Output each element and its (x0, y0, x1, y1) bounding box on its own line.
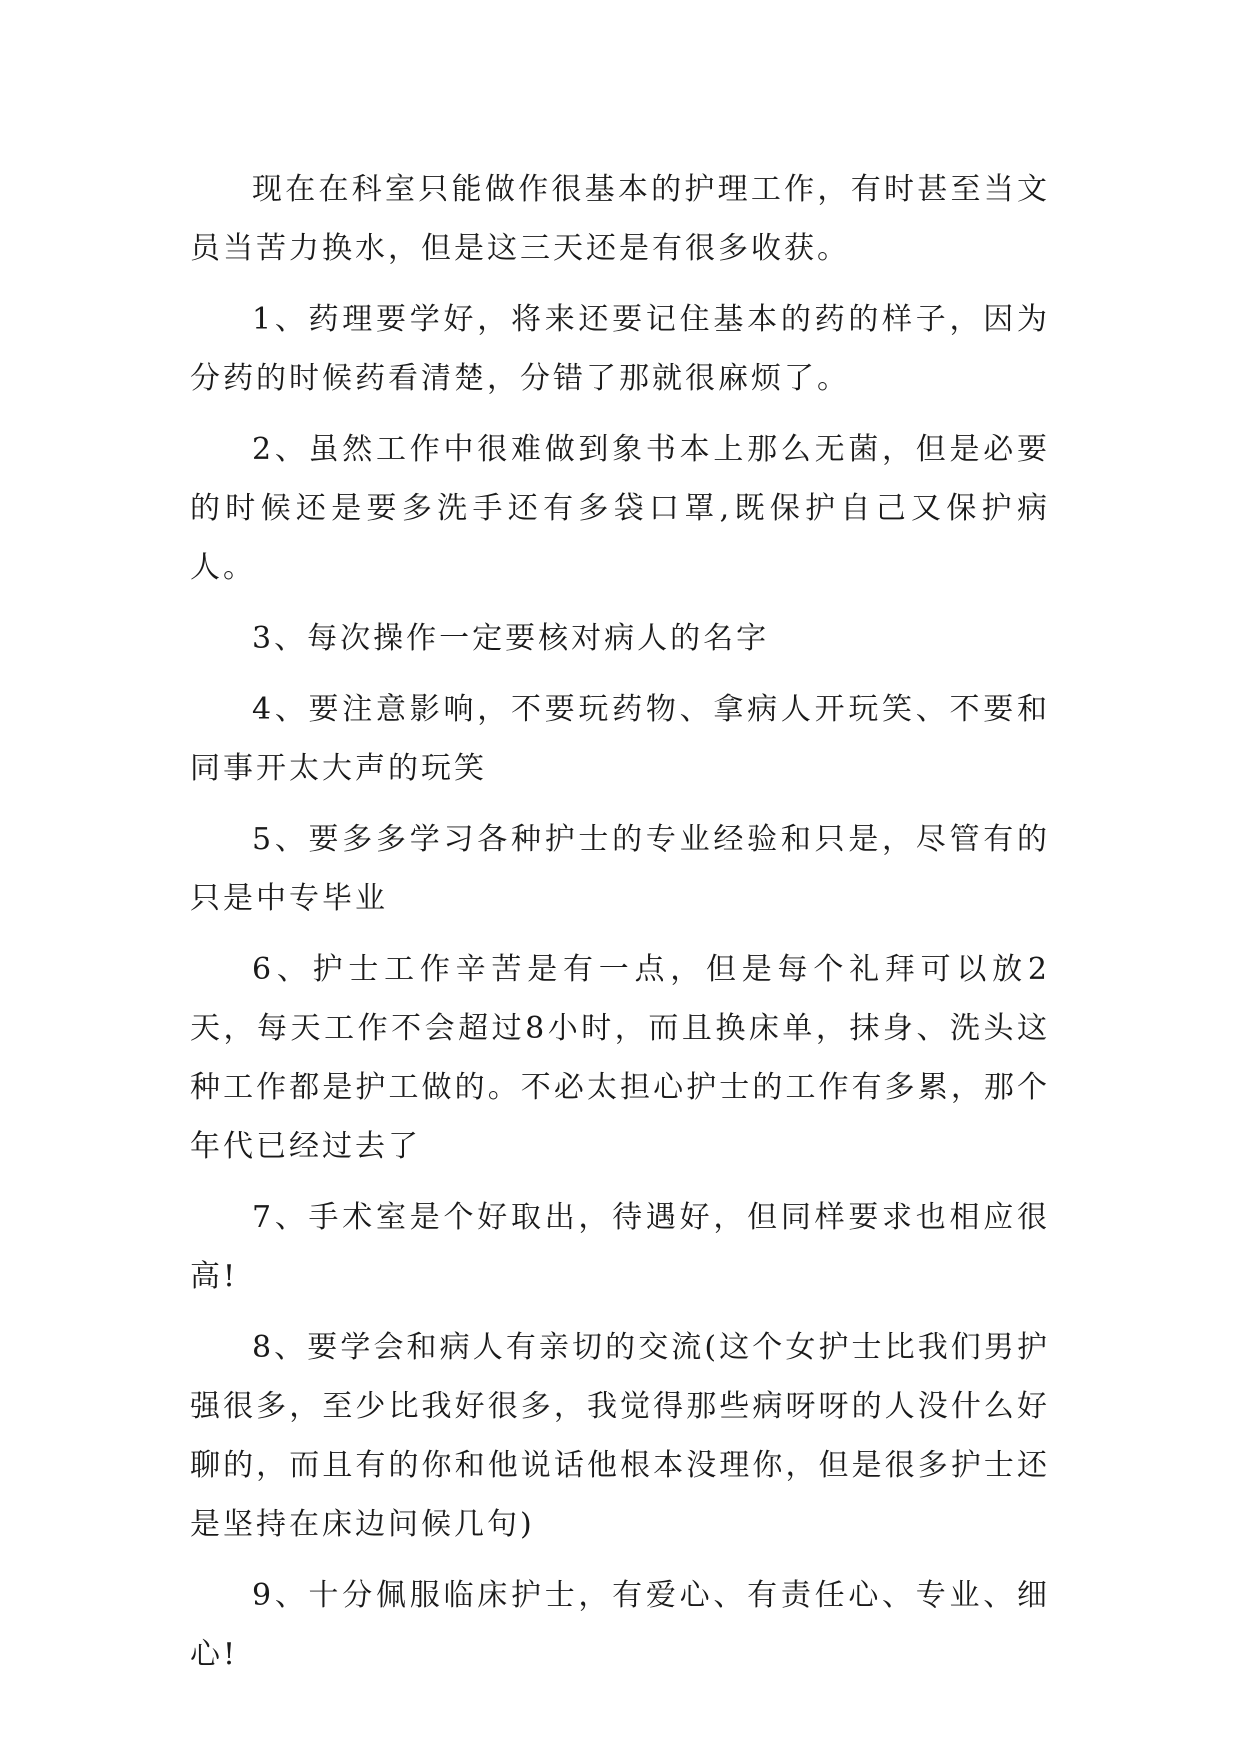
list-item-5: 5、要多多学习各种护士的专业经验和只是，尽管有的只是中专毕业 (190, 822, 1050, 916)
list-item-3: 3、每次操作一定要核对病人的名字 (252, 621, 770, 656)
list-item-6: 6、护士工作辛苦是有一点，但是每个礼拜可以放2天，每天工作不会超过8小时，而且换床单，抹身、洗头这种工作都是护工做的。不必太担心护士的工作有多累，那个年代已经过去了 (190, 952, 1050, 1164)
document-body (190, 160, 1050, 1696)
list-item-9: 9、十分佩服临床护士，有爱心、有责任心、专业、细心! (190, 1578, 1050, 1672)
intro-paragraph: 现在在科室只能做作很基本的护理工作，有时甚至当文员当苦力换水，但是这三天还是有很多收获。 (190, 172, 1050, 266)
list-item-1: 1、药理要学好，将来还要记住基本的药的样子，因为分药的时候药看清楚，分错了那就很麻烦了。 (190, 302, 1050, 396)
list-item-7: 7、手术室是个好取出，待遇好，但同样要求也相应很高! (190, 1200, 1050, 1294)
list-item-4: 4、要注意影响，不要玩药物、拿病人开玩笑、不要和同事开太大声的玩笑 (190, 692, 1050, 786)
list-item-8: 8、要学会和病人有亲切的交流(这个女护士比我们男护强很多，至少比我好很多，我觉得那些病呀呀的人没什么好聊的，而且有的你和他说话他根本没理你，但是很多护士还是坚持在床边问候几句) (190, 1330, 1050, 1542)
list-item-2: 2、虽然工作中很难做到象书本上那么无菌，但是必要的时候还是要多洗手还有多袋口罩,既保护自己又保护病人。 (190, 432, 1050, 585)
